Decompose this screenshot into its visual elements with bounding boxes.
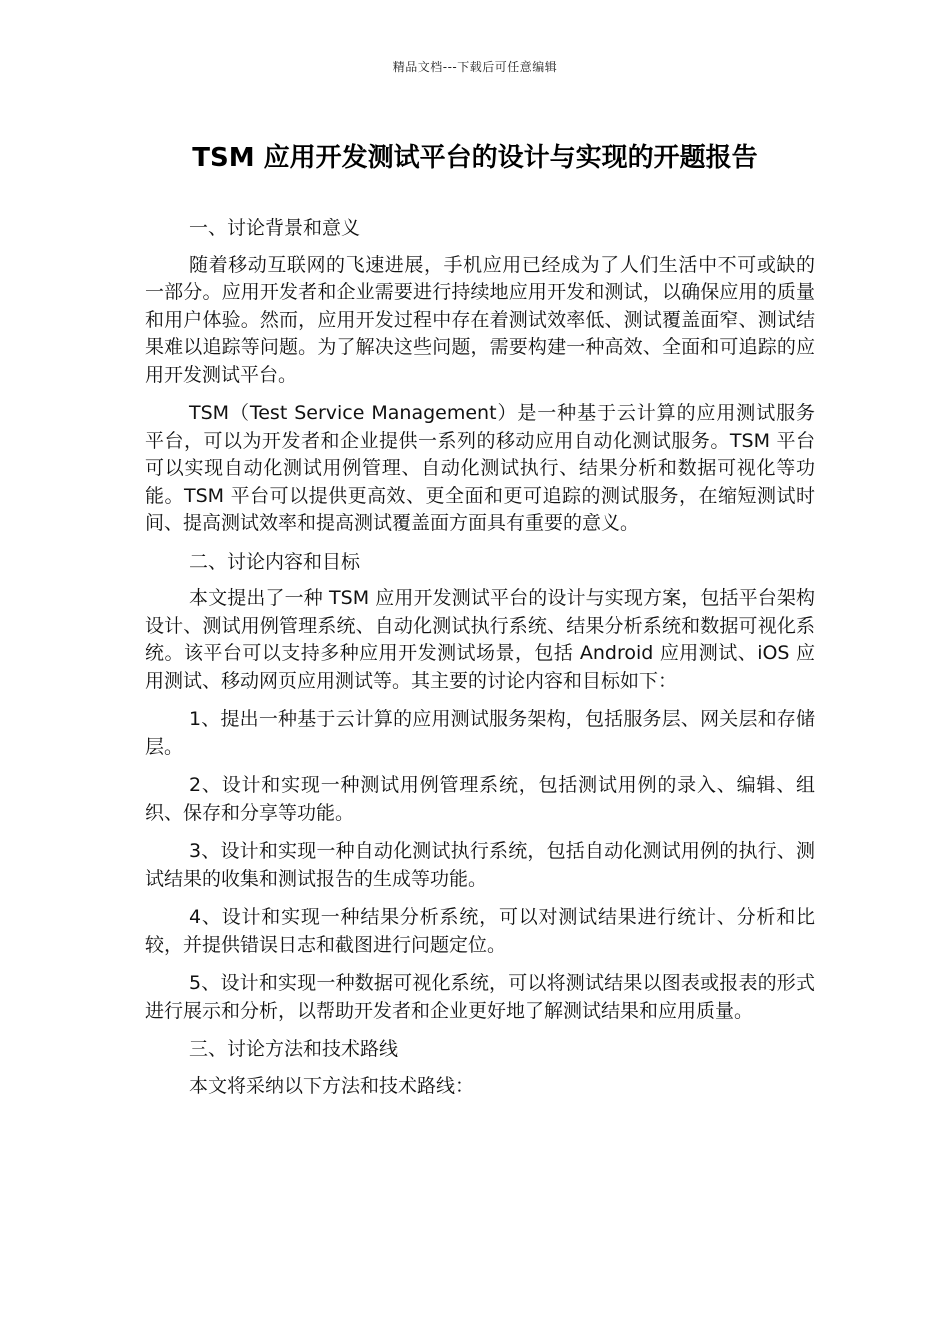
paragraph-background-2: TSM（Test Service Management）是一种基于云计算的应用测试服务平台，可以为开发者和企业提供一系列的移动应用自动化测试服务。TSM 平台可以实现自动化测试用例管理、自动化测试执行、结果分析和数据可视化等功能。TSM 平台可以提供更高效、更全面和更可追踪的测试服务，在缩短测试时间、提高测试效率和提高测试覆盖面方面具有重要的意义。 bbox=[145, 402, 815, 534]
page-title: TSM 应用开发测试平台的设计与实现的开题报告 bbox=[192, 143, 758, 173]
document-body bbox=[145, 215, 815, 1111]
list-item-5: 5、设计和实现一种数据可视化系统，可以将测试结果以图表或报表的形式进行展示和分析，以帮助开发者和企业更好地了解测试结果和应用质量。 bbox=[145, 972, 815, 1022]
paragraph-content-intro: 本文提出了一种 TSM 应用开发测试平台的设计与实现方案，包括平台架构设计、测试用例管理系统、自动化测试执行系统、结果分析系统和数据可视化系统。该平台可以支持多种应用开发测试场景，包括 Android 应用测试、iOS 应用测试、移动网页应用测试等。其主要的讨论内容和目标如下： bbox=[145, 587, 815, 692]
list-item-2: 2、设计和实现一种测试用例管理系统，包括测试用例的录入、编辑、组织、保存和分享等功能。 bbox=[145, 774, 815, 824]
header-note: 精品文档---下载后可任意编辑 bbox=[392, 60, 558, 74]
list-item-4: 4、设计和实现一种结果分析系统，可以对测试结果进行统计、分析和比较，并提供错误日志和截图进行问题定位。 bbox=[145, 906, 815, 956]
paragraph-background-1: 随着移动互联网的飞速进展，手机应用已经成为了人们生活中不可或缺的一部分。应用开发者和企业需要进行持续地应用开发和测试，以确保应用的质量和用户体验。然而，应用开发过程中存在着测试效率低、测试覆盖面窄、测试结果难以追踪等问题。为了解决这些问题，需要构建一种高效、全面和可追踪的应用开发测试平台。 bbox=[145, 253, 815, 386]
section-heading-content: 二、讨论内容和目标 bbox=[189, 550, 361, 573]
list-item-3: 3、设计和实现一种自动化测试执行系统，包括自动化测试用例的执行、测试结果的收集和测试报告的生成等功能。 bbox=[145, 840, 815, 890]
section-heading-method: 三、讨论方法和技术路线 bbox=[189, 1038, 399, 1060]
paragraph-method-intro: 本文将采纳以下方法和技术路线： bbox=[189, 1074, 475, 1097]
list-item-1: 1、提出一种基于云计算的应用测试服务架构，包括服务层、网关层和存储层。 bbox=[145, 708, 815, 758]
section-heading-background: 一、讨论背景和意义 bbox=[189, 217, 361, 239]
